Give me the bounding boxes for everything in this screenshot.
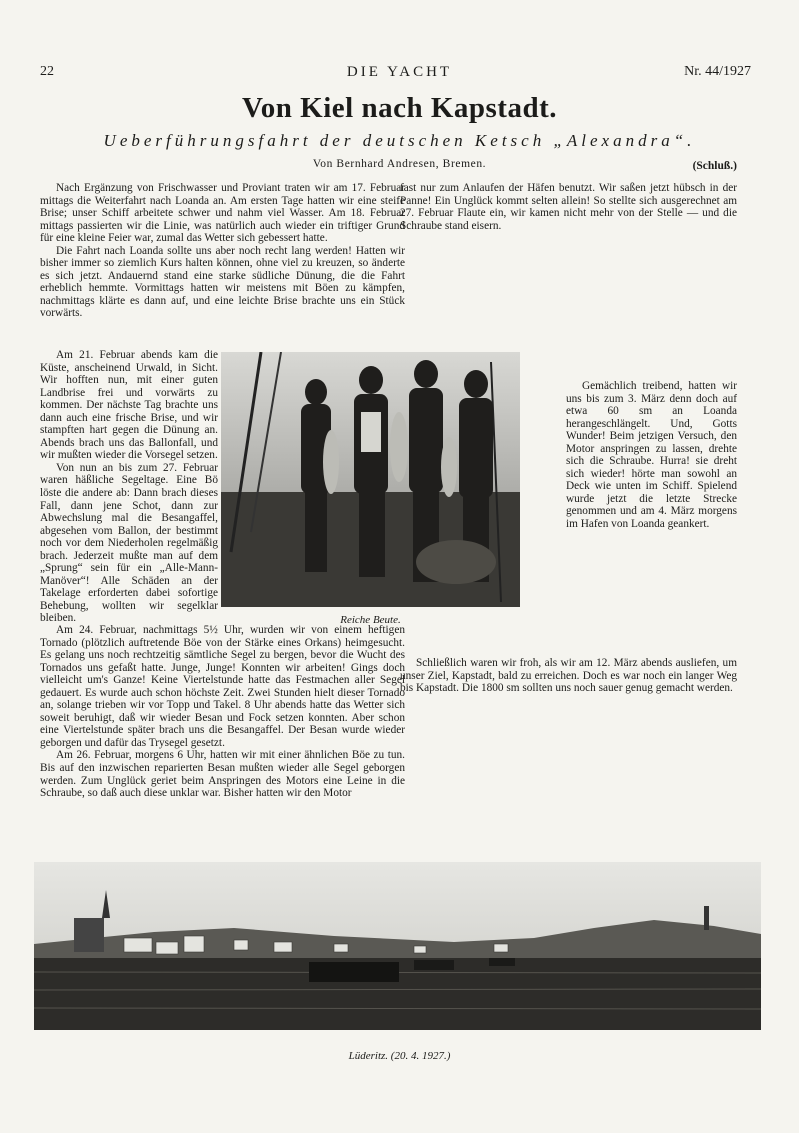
article-byline: Von Bernhard Andresen, Bremen. — [312, 158, 487, 170]
paragraph: Am 24. Februar, nachmittags 5½ Uhr, wurden wir von einem heftigen Tornado (plötzlich auftretende Böe von der Stärke eines Orkans) heimgesucht. Es gelang uns noch rechtzeitig sämtliche Segel zu bergen, bevor die Wucht des Tornados uns gefaßt hatte. Junge, Junge! Konnten wir arbeiten! Gings doch vielleicht um's Ganze! Keine Viertelstunde hatte das Festmachen aller Segel gedauert. Es wurde auch schon höchste Zeit. Zwei Stunden hielt dieser Tornado an, solange trieben wir vor Topp und Takel. 8 Uhr abends hatte das Wetter sich soweit beruhigt, daß wir wieder Besan und Fock setzen konnten. Aber schon eine Viertelstunde später brach uns die Besangaffel. Der Besan wurde wieder geborgen und dafür das Trysegel gesetzt. — [40, 624, 405, 749]
column-1-top — [40, 182, 405, 320]
column-2-beside-photo — [566, 380, 737, 531]
paragraph: Nach Ergänzung von Frischwasser und Proviant traten wir am 17. Februar mittags die Weiterfahrt nach Loanda an. Am ersten Tage hatten wir eine steife Brise; unser Schiff arbeitete schwer und nahm viel Wasser. Am 18. Februar mittags passierten wir die Linie, was natürlich auch wieder ein triftiger Grund für eine kleine Feier war, zumal das Wetter sich gebessert hatte. — [40, 182, 405, 245]
photo-luederitz-panorama — [34, 862, 761, 1030]
paragraph: Schließlich waren wir froh, als wir am 12. März abends ausliefen, um unser Ziel, Kapstadt, bald zu erreichen. Doch es war noch ein langer Weg bis Kapstadt. Die 1800 sm sollten uns noch sauer genug gemacht werden. — [400, 657, 737, 695]
paragraph: fast nur zum Anlaufen der Häfen benutzt. Wir saßen jetzt hübsch in der Panne! Ein Unglück kommt selten allein! So stellte sich ausgerechnet am 27. Februar Flaute ein, wir kamen nicht mehr von der Stelle — und die Schraube stand eisern. — [400, 182, 737, 232]
paragraph: Von nun an bis zum 27. Februar waren häßliche Segeltage. Eine Bö löste die andere ab: Dann brach dieses Fall, dann jene Schot, dann zur Abwechslung mal die Besangaffel, abgesehen vom Ballon, der bestimmt noch vor dem Niederholen regelmäßig brach. Jederzeit mußte man auf dem „Sprung“ sein für ein „Alle-Mann-Manöver“! Alle Schäden an der Takelage erforderten dabei sofortige Behebung, wollten wir segelklar bleiben. — [40, 461, 218, 625]
photo-1-caption: Reiche Beute. — [340, 614, 401, 626]
paragraph: Am 26. Februar, morgens 6 Uhr, hatten wir mit einer ähnlichen Böe zu tun. Bis auf den inzwischen reparierten Besan mußten wieder alle Segel geborgen werden. Zum Unglück geriet beim Anspringen des Motors eine Leine in die Schraube, so daß auch diese unklar war. Bisher hatten wir den Motor — [40, 749, 405, 800]
column-2-top — [400, 182, 737, 232]
continuation-marker: (Schluß.) — [692, 160, 737, 172]
paragraph: Die Fahrt nach Loanda sollte uns aber noch recht lang werden! Hatten wir bisher immer so ziemlich Kurs halten können, ohne viel zu kreuzen, so änderte es sich jetzt. Andauernd stand eine starke südliche Dünung, die die Fahrt erheblich hemmte. Vormittags hatten wir meistens mit Böen zu kämpfen, nachmittags klärte es dann auf, und eine leichte Brise brachte uns ein Stück vorwärts. — [40, 244, 405, 320]
article-subtitle: Ueberführungsfahrt der deutschen Ketsch „Alexandra“. — [103, 131, 696, 150]
paragraph: Gemächlich treibend, hatten wir uns bis zum 3. März denn doch auf etwa 60 sm an Loanda herangeschlängelt. Und, Gotts Wunder! Beim jetzigen Versuch, den Motor anspringen zu lassen, drehte sich die Schraube. Hurra! sie dreht sich wieder! hörte man sowohl an Deck wie unten im Schiff. Spielend wurde jetzt die letzte Strecke genommen und am 4. März morgens im Hafen von Loanda geankert. — [566, 380, 737, 531]
column-1-bottom — [40, 624, 405, 800]
column-2-bottom — [400, 657, 737, 695]
issue-number: Nr. 44/1927 — [684, 64, 751, 79]
page-number: 22 — [40, 64, 54, 79]
photo-2-caption: Lüderitz. (20. 4. 1927.) — [348, 1050, 451, 1062]
photo-fishing-catch — [221, 352, 520, 607]
column-1-beside-photo — [40, 349, 218, 625]
article-title: Von Kiel nach Kapstadt. — [242, 92, 557, 124]
paragraph: Am 21. Februar abends kam die Küste, anscheinend Urwald, in Sicht. Wir hofften nun, mit einer guten Landbrise frei und vorwärts zu kommen. Der nächste Tag brachte uns dann auch eine frische Brise, und wir stampften hart gegen die Dünung an. Abends brach uns das Ballonfall, und wir mußten wieder die Vorsegel setzen. — [40, 349, 218, 462]
journal-title: DIE YACHT — [346, 64, 453, 80]
